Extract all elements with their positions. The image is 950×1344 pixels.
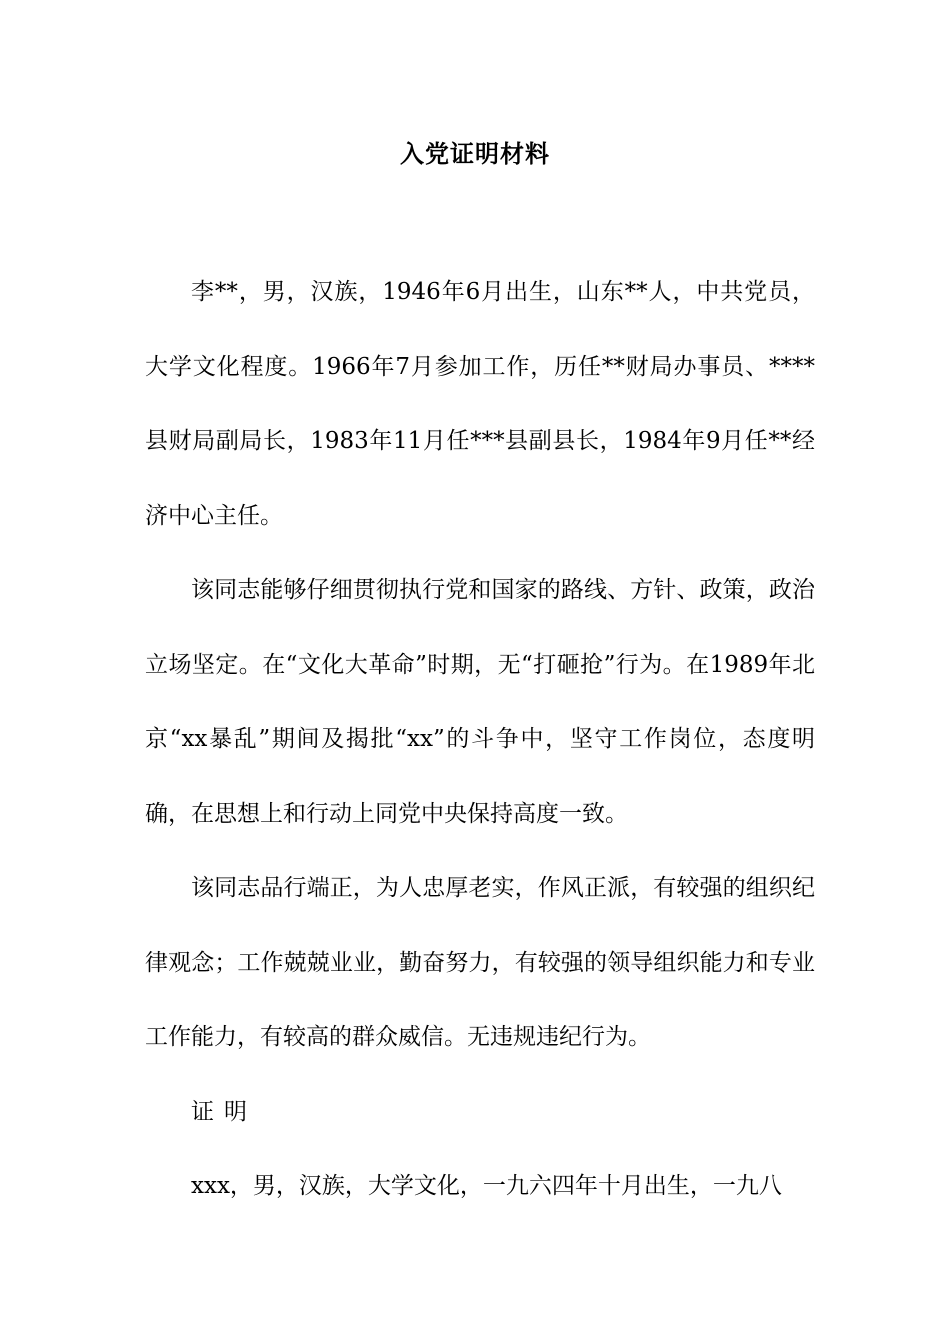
document-title: 入党证明材料 [400,139,550,168]
paragraph-political-stance: 该同志能够仔细贯彻执行党和国家的路线、方针、政策，政治立场坚定。在“文化大革命”时期，无“打砸抢”行为。在1989年北京“xx暴乱”期间及揭批“xx”的斗争中，坚守工作岗位，态度明确，在思想上和行动上同党中央保持高度一致。 [145,577,815,827]
paragraph-profile: 李**，男，汉族，1946年6月出生，山东**人，中共党员，大学文化程度。1966年7月参加工作，历任**财局办事员、****县财局副局长，1983年11月任***县副县长，1984年9月任**经济中心主任。 [145,279,815,529]
section-heading-certification: 证明 [191,1098,257,1125]
document-body [145,255,815,1224]
paragraph-second-certificate: xxx，男，汉族，大学文化，一九六四年十月出生，一九八 [191,1173,782,1199]
paragraph-character: 该同志品行端正，为人忠厚老实，作风正派，有较强的组织纪律观念；工作兢兢业业，勤奋努力，有较强的领导组织能力和专业工作能力，有较高的群众威信。无违规违纪行为。 [145,875,815,1050]
